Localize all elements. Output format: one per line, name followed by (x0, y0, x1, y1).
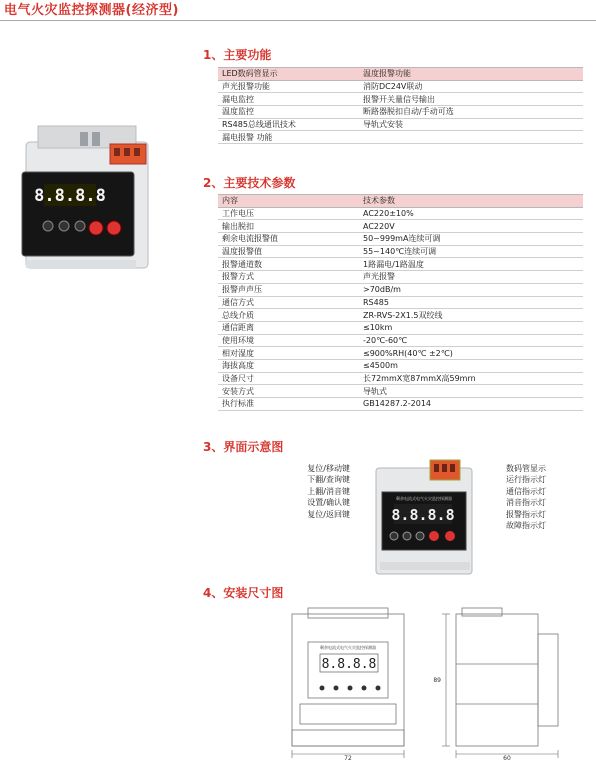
table-cell: ≤10km (359, 321, 583, 334)
interface-labels-left (270, 463, 350, 520)
table-cell: 1路漏电/1路温度 (359, 258, 583, 271)
dimension-width-label: 72 (344, 755, 352, 762)
front-view-panel-text: 剩余电流式电气火灾监控探测器 (320, 645, 376, 650)
install-dimension-drawing (286, 604, 586, 762)
table-row (218, 347, 583, 360)
table-cell: GB14287.2-2014 (359, 398, 583, 411)
table-row (218, 68, 583, 81)
section-heading-functions: 1、主要功能 (203, 48, 272, 62)
product-photo (18, 122, 158, 272)
table-cell (359, 131, 583, 144)
table-cell: 海拔高度 (218, 359, 359, 372)
page-title: 电气火灾监控探测器(经济型) (4, 3, 179, 18)
front-view-display-digits: 8.8.8.8 (321, 657, 377, 672)
label-reset-return-key: 复位/返回键 (307, 509, 350, 519)
front-view (292, 608, 404, 746)
table-cell: RS485总线通讯技术 (218, 118, 359, 131)
table-cell: RS485 (359, 296, 583, 309)
panel-title-text: 剩余电流式电气火灾监控探测器 (396, 496, 452, 501)
table-cell: 导轨式 (359, 385, 583, 398)
label-fault-indicator: 故障指示灯 (506, 520, 546, 530)
label-alarm-indicator: 报警指示灯 (506, 509, 546, 519)
dimension-depth-label: 60 (503, 755, 511, 762)
table-cell: 使用环境 (218, 334, 359, 347)
table-row (218, 296, 583, 309)
table-row (218, 385, 583, 398)
side-view (456, 608, 558, 746)
dimension-height-label: 89 (433, 677, 441, 684)
table-cell: 声光报警功能 (218, 80, 359, 93)
table-cell: 声光报警 (359, 271, 583, 284)
table-cell: ≤4500m (359, 359, 583, 372)
table-row (218, 258, 583, 271)
table-cell: 通信方式 (218, 296, 359, 309)
table-cell: 漏电监控 (218, 93, 359, 106)
photo-display-digits: 8.8.8.8 (34, 186, 106, 206)
table-row (218, 372, 583, 385)
interface-labels-right (506, 463, 546, 531)
table-cell: 报警声声压 (218, 283, 359, 296)
label-run-indicator: 运行指示灯 (506, 475, 546, 485)
table-row (218, 220, 583, 233)
table-row (218, 321, 583, 334)
table-cell: 导轨式安装 (359, 118, 583, 131)
table-cell: >70dB/m (359, 283, 583, 296)
table-row (218, 207, 583, 220)
label-down-query-key: 下翻/查询键 (307, 475, 350, 485)
label-led-display: 数码管显示 (506, 464, 546, 473)
table-row (218, 93, 583, 106)
table-row (218, 106, 583, 119)
section-heading-install: 4、安装尺寸图 (203, 586, 284, 600)
table-row (218, 398, 583, 411)
label-reset-move-key: 复位/移动键 (307, 464, 350, 473)
section-heading-interface: 3、界面示意图 (203, 440, 284, 454)
table-row (218, 359, 583, 372)
table-row (218, 309, 583, 322)
interface-device-diagram (370, 458, 480, 578)
table-cell: 长72mmX宽87mmX高59mrn (359, 372, 583, 385)
table-cell: 断路器脱扣自动/手动可选 (359, 106, 583, 119)
table-cell: 报警方式 (218, 271, 359, 284)
table-cell: 工作电压 (218, 207, 359, 220)
table-cell: 55~140℃连续可调 (359, 245, 583, 258)
table-cell: 技术参数 (359, 195, 583, 208)
table-cell: 消防DC24V联动 (359, 80, 583, 93)
table-cell: 温度报警值 (218, 245, 359, 258)
table-cell: ≤900%RH(40℃ ±2℃) (359, 347, 583, 360)
section-heading-params: 2、主要技术参数 (203, 176, 296, 190)
table-cell: AC220±10% (359, 207, 583, 220)
table-row (218, 283, 583, 296)
table-cell: 安装方式 (218, 385, 359, 398)
table-cell: -20℃-60℃ (359, 334, 583, 347)
label-up-mute-key: 上翻/消音键 (307, 486, 350, 496)
table-cell: 50~999mA连续可调 (359, 233, 583, 246)
diagram-display-digits: 8.8.8.8 (391, 506, 455, 524)
table-row (218, 80, 583, 93)
table-cell: 剩余电流报警值 (218, 233, 359, 246)
table-row (218, 118, 583, 131)
table-row (218, 195, 583, 208)
title-divider (0, 20, 596, 21)
table-cell: 漏电报警 功能 (218, 131, 359, 144)
table-cell: 输出脱扣 (218, 220, 359, 233)
table-cell: 总线介质 (218, 309, 359, 322)
table-cell: 温度报警功能 (359, 68, 583, 81)
label-set-confirm-key: 设置/确认键 (307, 498, 350, 508)
table-cell: 通信距离 (218, 321, 359, 334)
table-row (218, 131, 583, 144)
table-cell: 报警开关量信号输出 (359, 93, 583, 106)
table-cell: 内容 (218, 195, 359, 208)
params-table (218, 194, 583, 411)
functions-table (218, 67, 583, 144)
table-row (218, 271, 583, 284)
table-cell: 执行标准 (218, 398, 359, 411)
label-mute-indicator: 消音指示灯 (506, 498, 546, 508)
table-cell: 设备尺寸 (218, 372, 359, 385)
table-cell: 相对湿度 (218, 347, 359, 360)
table-cell: 报警通道数 (218, 258, 359, 271)
label-comm-indicator: 通信指示灯 (506, 486, 546, 496)
table-row (218, 334, 583, 347)
table-cell: AC220V (359, 220, 583, 233)
table-row (218, 233, 583, 246)
table-cell: ZR-RVS-2X1.5双绞线 (359, 309, 583, 322)
table-cell: 温度监控 (218, 106, 359, 119)
table-row (218, 245, 583, 258)
table-cell: LED数码管显示 (218, 68, 359, 81)
